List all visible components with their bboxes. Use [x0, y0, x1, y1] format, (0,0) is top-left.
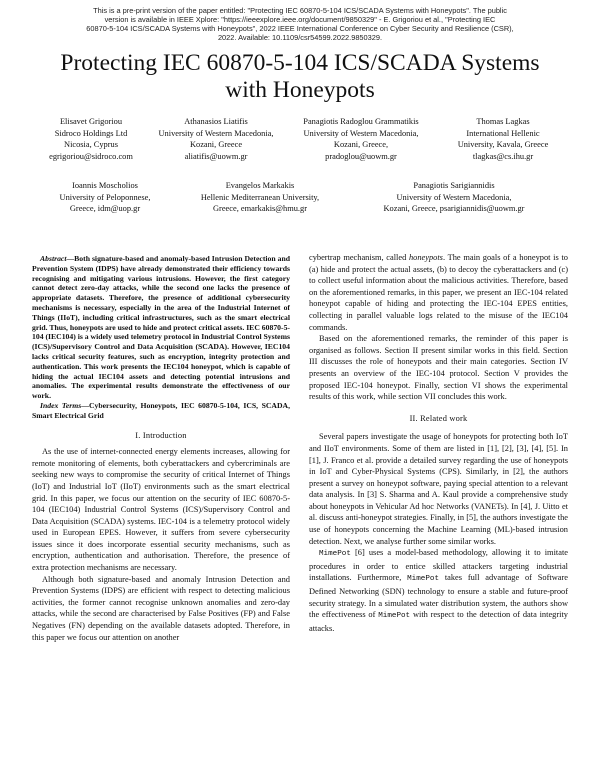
author-name: Panagiotis Radoglou Grammatikis — [303, 117, 419, 126]
author-block — [36, 116, 146, 162]
author-block — [40, 180, 170, 215]
emphasis-honeypots: honeypots — [408, 253, 443, 262]
index-terms — [32, 401, 290, 421]
author-location: Kozani, Greece — [189, 140, 243, 149]
abstract — [32, 254, 290, 401]
author-affiliation: University of Western Macedonia, — [303, 128, 419, 138]
mimepot-term: MimePot — [319, 550, 351, 559]
paragraph-text: with respect to the detection of data integrity attacks. — [309, 610, 568, 633]
abstract-label: Abstract — [40, 254, 67, 263]
index-terms-text: —Cybersecurity, Honeypots, IEC 60870-5-104, ICS, SCADA, Smart Electrical Grid — [32, 400, 291, 420]
author-affiliation: University of Western Macedonia, — [396, 192, 512, 202]
related-paragraph-1: Several papers investigate the usage of honeypots for protecting both IoT and IIoT environments. Some of them are listed in [1], [2], [3], [4], [5]. In [1], J. Franco et al. provide a detailed survey regarding the use of honeypots in IoT and Cyber-Physical Systems (CPS). Similarly, in [2], the authors present a survey on honeypot software, paying special attention to a relevant data analysis. In [3] S. Sharma and A. Kaul provide a comprehensive study about honeypots in Vehicular Ad hoc Networks (VANETs). In [4], J. Uitto et al. discuss anti-honeypot strategies. Finally, in [5], the authors investigate the use of honeypots concerning the Machine Learning (ML)-based intrusion detection. Next, we analyse further some similar works. — [309, 432, 568, 546]
author-email: pradoglou@uowm.gr — [325, 151, 397, 161]
author-name: Ioannis Moscholios — [72, 181, 138, 190]
preprint-line: 2022. Available: 10.1109/csr54599.2022.9850329. — [217, 33, 383, 42]
author-email: tlagkas@cs.ihu.gr — [472, 151, 534, 161]
author-block — [180, 180, 340, 215]
author-affiliation: International Hellenic — [466, 128, 540, 138]
preprint-line: version is available in IEEE Xplore: "https://ieeexplore.ieee.org/document/9850329" - E. Grigoriou et al., "Protecting IEC — [104, 15, 496, 24]
section-heading-introduction: I. Introduction — [135, 430, 187, 440]
preprint-notice — [40, 6, 560, 42]
author-location: Greece, emarkakis@hmu.gr — [213, 204, 307, 213]
author-affiliation: University of Peloponnese, — [59, 192, 151, 202]
author-block — [440, 116, 566, 162]
author-location: Nicosia, Cyprus — [64, 140, 118, 149]
author-name: Panagiotis Sarigiannidis — [413, 181, 495, 190]
paper-title — [30, 50, 570, 104]
mimepot-term: MimePot — [407, 575, 440, 584]
author-block — [150, 116, 282, 162]
author-email: egrigoriou@sidroco.com — [49, 151, 133, 161]
author-affiliation: Hellenic Mediterranean University, — [200, 192, 320, 202]
intro-paragraph-4: Based on the aforementioned remarks, the reminder of this paper is organised as follows. Section II present similar works in this field. Section III discusses the role of honeypots and their main categories. Section IV presents an overview of the IEC-104 protocol. Section V provides the proposed IEC-104 honeypot. Finally, section VI shows the experimental results of this work, while section VII concludes this work. — [309, 334, 568, 402]
preprint-line: 60870-5-104 ICS/SCADA Systems with Honeypots", 2022 IEEE International Conference on Cyber Security and Resilience (CSR), — [86, 24, 514, 33]
author-name: Elisavet Grigoriou — [59, 117, 123, 126]
left-column — [32, 254, 290, 643]
related-paragraph-2 — [309, 547, 568, 634]
intro-paragraph-2: Although both signature-based and anomaly Intrusion Detection and Prevention Systems (IDPS) are efficient with respect to detecting malicious activities, the former cannot recognise unknown anomalies and zero-day attacks, while the second are characterised by False Positives (FP) and False Negatives (FN) depending on the available datasets adopted. Therefore, in this paper we focus our attention on another — [32, 574, 290, 642]
intro-paragraph-3 — [309, 252, 568, 333]
title-line-1: Protecting IEC 60870-5-104 ICS/SCADA Systems — [60, 50, 540, 76]
author-name: Evangelos Markakis — [225, 181, 295, 190]
section-heading-related-work: II. Related work — [409, 413, 468, 423]
author-location: Kozani, Greece, psarigiannidis@uowm.gr — [383, 204, 525, 213]
intro-paragraph-1: As the use of internet-connected energy elements increases, allowing for remote monitoring of elements, both cyberattackers and cybercriminals are seeking new ways to compromise the security of critical Internet of Things (IoT) and Industrial IoT (IIoT) environments such as the smart electrical grid. In this paper, we focus our attention on the security of IEC 60870-5-104 (IEC104) Industrial Control Systems (ICS)/Supervisory Control and Data Acquisition (SCADA) systems. IEC-104 is a telemetry protocol widely used in European EPES. However, it suffers from severe cybersecurity issues since it does incorporate essential security mechanisms, such as encryption, authentication and authorisation. Therefore, the presence of extra protection mechanisms are necessary. — [32, 447, 290, 573]
author-location: University, Kavala, Greece — [457, 140, 549, 149]
author-location: Greece, idm@uop.gr — [69, 204, 141, 213]
right-column — [309, 252, 568, 634]
index-terms-label: Index Terms — [40, 400, 82, 410]
author-block — [286, 116, 436, 162]
paragraph-text: [6] uses a model-based methodology, allowing it to imitate procedures in order to entice skilled attackers targeting industrial installations. Furthermore, — [309, 548, 568, 583]
author-name: Athanasios Liatifis — [184, 117, 248, 126]
mimepot-term: MimePot — [378, 612, 411, 621]
paragraph-text: takes full advantage of Software Defined Networking (SDN) technology to ensure a stable and future-proof security strategy. In a simulated water distribution system, the authors show the effectiveness of — [309, 573, 568, 620]
title-line-2: with Honeypots — [225, 77, 375, 103]
preprint-line: This is a pre-print version of the paper entitled: "Protecting IEC 60870-5-104 ICS/SCADA Systems with Honeypots". The public — [93, 6, 507, 15]
author-affiliation: Sidroco Holdings Ltd — [54, 128, 128, 138]
paragraph-text: . The main goals of a honeypot is to (a) hide and protect the actual assets, (b) to decoy the cyberattackers and (c) to collect useful information about the malicious activities. Therefore, based on the aforementioned remarks, in this paper, we present an IEC-104 related honeypot capable of hiding and protecting the IEC-104 EPES entities, collecting in parallel valuable logs related to the misuse of the IEC104 commands. — [309, 253, 568, 332]
author-block — [356, 180, 552, 215]
author-email: aliatifis@uowm.gr — [184, 151, 248, 161]
abstract-text: —Both signature-based and anomaly-based Intrusion Detection and Prevention System (IDPS) have already demonstrated their efficiency towards recognising and mitigating various intrusions. However, the first category cannot detect zero-day attacks, while the second one lacks the presence of appropriate datasets. Therefore, the presence of additional cybersecurity mechanisms is necessary, especially in the area of the Industrial Internet of Things (IIoT), including critical infrastructures, such as the smart electrical grid. Thus, honeypots are used to hide and protect critical assets. IEC 60870-5-104 (IEC104) is a widely used telemetry protocol in Industrial Control Systems (ICS)/Supervisory Control and Data Acquisition (SCADA). However, IEC104 lacks critical security features, such as encryption, integrity protection and authentication. This work presents the IEC104 honeypot, which is capable of hiding the actual IEC104 assets and detecting potential intrusions and anomalies. The experimental results demonstrate the effectiveness of our work. — [32, 254, 290, 401]
author-location: Kozani, Greece, — [333, 140, 389, 149]
paragraph-text: cybertrap mechanism, called — [309, 253, 409, 262]
author-name: Thomas Lagkas — [476, 117, 530, 126]
author-affiliation: University of Western Macedonia, — [158, 128, 274, 138]
